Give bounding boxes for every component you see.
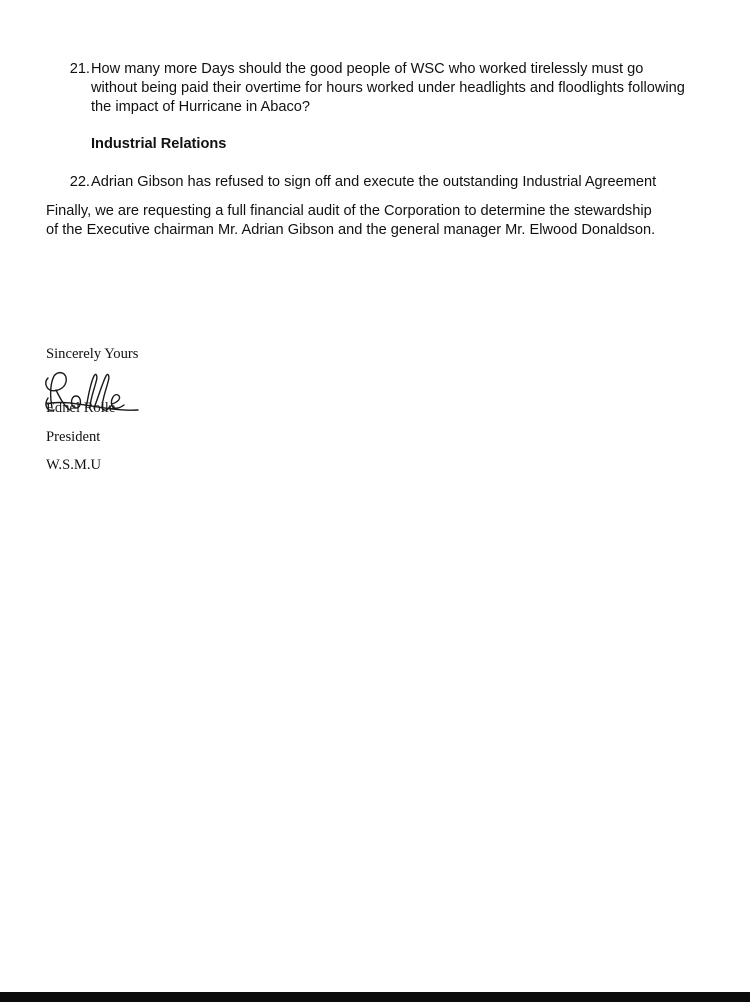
section-heading: Industrial Relations (91, 136, 227, 152)
list-item-text: Adrian Gibson has refused to sign off and execute the outstanding Industrial Agreement (91, 174, 657, 190)
page-bottom-edge (0, 992, 750, 1002)
handwritten-signature (42, 368, 162, 420)
signer-organization: W.S.M.U (46, 457, 102, 473)
closing-paragraph (46, 202, 706, 240)
list-item-text: How many more Days should the good people of WSC who worked tirelessly must go without being paid their overtime for hours worked under headlights and floodlights following the impact of Hurricane in Abaco? (91, 61, 685, 115)
closing-paragraph-line-2: of the Executive chairman Mr. Adrian Gibson and the general manager Mr. Elwood Donaldson. (46, 222, 656, 238)
list-item-number: 21. (69, 61, 90, 77)
list-item-number: 22. (69, 174, 90, 190)
signer-name: Ednel Rolle (46, 400, 116, 416)
salutation: Sincerely Yours (46, 346, 139, 362)
closing-paragraph-line-1: Finally, we are requesting a full financial audit of the Corporation to determine the stewardship (46, 203, 652, 219)
signature-block (42, 368, 162, 420)
signer-title: President (46, 429, 101, 445)
